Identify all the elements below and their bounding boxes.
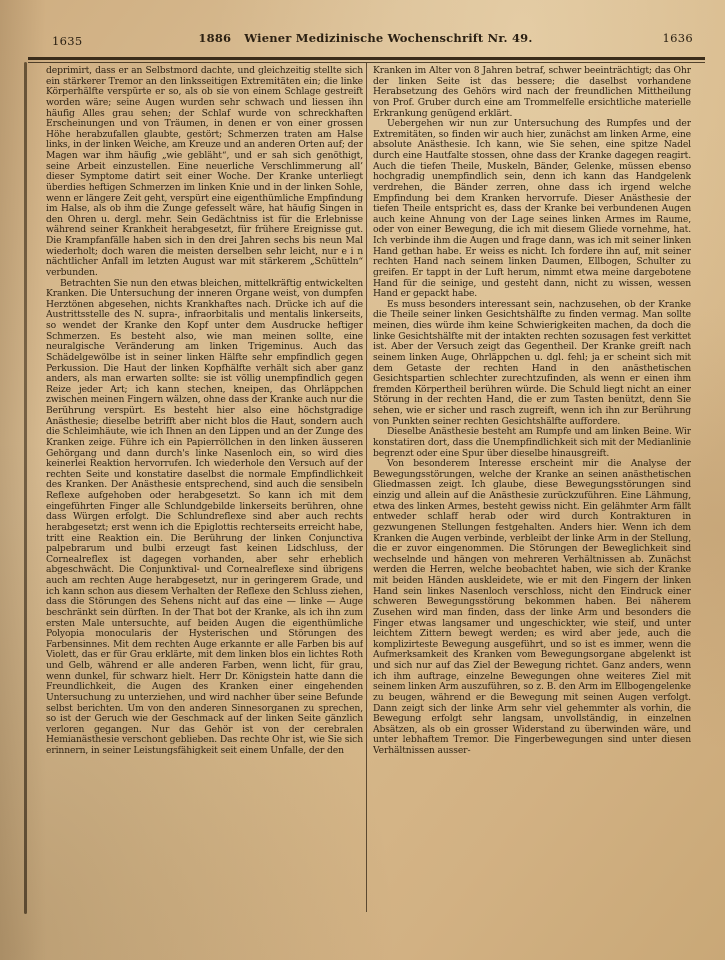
page-header bbox=[28, 31, 703, 49]
paragraph: Von besonderem Interesse erscheint mir die Analyse der Bewegungsstörungen, welche der Kranke an seinen anästhetischen Gliedmassen zeigt. Ich glaube, diese Bewegungsstörungen sind einzig und allein auf die Anästhesie zurückzuführen. Eine Lähmung, etwa des linken Armes, besteht gewiss nicht. Ein gelähmter Arm fällt entweder schlaff herab oder wird durch Kontrakturen in gezwungenen Stellungen festgehalten. Anders hier. Wenn ich dem Kranken die Augen verbinde, verbleibt der linke Arm in der Stellung, die er zuvor eingenommen. Die Störungen der Beweglichkeit sind wechselnde und hängen von mehreren Verhältnissen ab. Zunächst werden die Herren, welche beobachtet haben, wie sich der Kranke mit beiden Händen auskleidete, wie er mit den Fingern der linken Hand sein linkes Nasenloch verschloss, nicht den Eindruck einer schweren Bewegungsstörung bekommen haben. Bei näherem Zusehen wird man finden, dass der linke Arm und besonders die Finger etwas langsamer und ungeschickter, wie steif, und unter leichtem Zittern bewegt werden; es wird aber jede, auch die komplizirteste Bewegung ausgeführt, und so ist es immer, wenn die Aufmerksamkeit des Kranken vom Bewegungsorgane abgelenkt ist und sich nur auf das Ziel der Bewegung richtet. Ganz anders, wenn ich ihm auftrage, einzelne Bewegungen ohne weiteres Ziel mit seinem linken Arm auszuführen, so z. B. den Arm im Ellbogengelenke zu beugen, während er die Bewegung mit seinen Augen verfolgt. Dann zeigt sich der linke Arm sehr viel gehemmter als vorhin, die Bewegung erfolgt sehr langsam, unvollständig, in einzelnen Absätzen, als ob ein grosser Widerstand zu überwinden wäre, und unter lebhaftem Tremor. Die Fingerbewegungen sind unter diesen Verhältnissen ausser- bbox=[373, 458, 691, 756]
column-right bbox=[373, 66, 691, 926]
page-number-left: 1635 bbox=[52, 34, 83, 48]
paragraph: deprimirt, dass er an Selbstmord dachte, und gleichzeitig stellte sich ein stärkerer Tremor an den linksseitigen Extremitäten ein; die linke Körperhälfte verspürte er so, als ob sie von einem Schlage gestreift worden wäre; seine Augen wurden sehr schwach und liessen ihn häufig Alles grau sehen; der Schlaf wurde von schreckhaften Erscheinungen und von Träumen, in denen er von einer grossen Höhe herabzufallen glaubte, gestört; Schmerzen traten am Halse links, in der linken Weiche, am Kreuze und an anderen Orten auf; der Magen war ihm häufig „wie gebläht“, und er sah sich genöthigt, seine Arbeit einzustellen. Eine neuerliche Verschlimmerung all’ dieser Symptome datirt seit einer Woche. Der Kranke unterliegt überdies heftigen Schmerzen im linken Knie und in der linken Sohle, wenn er längere Zeit geht, verspürt eine eigenthümliche Empfindung im Halse, als ob ihm die Zunge gefesselt wäre, hat häufig Singen in den Ohren u. dergl. mehr. Sein Gedächtniss ist für die Erlebnisse während seiner Krankheit herabgesetzt, für frühere Ereignisse gut. Die Krampfanfälle haben sich in den drei Jahren sechs bis neun Mal wiederholt; doch waren die meisten derselben sehr leicht, nur e i n nächtlicher Anfall im letzten August war mit stärkerem „Schütteln“ verbunden. bbox=[46, 66, 363, 278]
page-number-right: 1636 bbox=[662, 31, 693, 45]
paragraph: Es muss besonders interessant sein, nachzusehen, ob der Kranke die Theile seiner linken Gesichtshälfte zu finden vermag. Man sollte meinen, dies würde ihm keine Schwierigkeiten machen, da doch die linke Gesichtshälfte mit der intakten rechten sozusagen fest verkittet ist. Aber der Versuch zeigt das Gegentheil. Der Kranke greift nach seinem linken Auge, Ohrläppchen u. dgl. fehl; ja er scheint sich mit dem Getaste der rechten Hand in den anästhetischen Gesichtspartien schlechter zurechtzufinden, als wenn er einen ihm fremden Körpertheil berühren würde. Die Schuld liegt nicht an einer Störung in der rechten Hand, die er zum Tasten benützt, denn Sie sehen, wie er sicher und rasch zugreift, wenn ich ihn zur Berührung von Punkten seiner rechten Gesichtshälfte auffordere. bbox=[373, 298, 691, 427]
paragraph: Dieselbe Anästhesie besteht am Rumpfe und am linken Beine. Wir konstatiren dort, dass die Unempfindlichkeit sich mit der Medianlinie begrenzt oder eine Spur über dieselbe hinausgreift. bbox=[373, 426, 691, 459]
page-edge-shadow bbox=[24, 62, 27, 914]
paragraph: Betrachten Sie nun den etwas bleichen, mittelkräftig entwickelten Kranken. Die Untersuchung der inneren Organe weist, von dumpfen Herztönen abgesehen, nichts Krankhaftes nach. Drücke ich auf die Austrittsstelle des N. supra-, infraorbitalis und mentalis linkerseits, so wendet der Kranke den Kopf unter dem Ausdrucke heftiger Schmerzen. Es besteht also, wie man meinen sollte, eine neuralgische Veränderung am linken Trigeminus. Auch das Schädelgewölbe ist in seiner linken Hälfte sehr empfindlich gegen Perkussion. Die Haut der linken Kopfhälfte verhält sich aber ganz anders, als man erwarten sollte: sie ist völlig unempfindlich gegen Reize jeder Art; ich kann stechen, kneipen, das Ohrläppchen zwischen meinen Fingern wälzen, ohne dass der Kranke auch nur die Berührung verspürt. Es besteht hier also eine höchstgradige Anästhesie; dieselbe betrifft aber nicht blos die Haut, sondern auch die Schleimhäute, wie ich Ihnen an den Lippen und an der Zunge des Kranken zeige. Führe ich ein Papierröllchen in den linken äusseren Gehörgang und dann durch's linke Nasenloch ein, so wird dies keinerlei Reaktion hervorrufen. Ich wiederhole den Versuch auf der rechten Seite und konstatire daselbst die normale Empfindlichkeit des Kranken. Der Anästhesie entsprechend, sind auch die sensibeln Reflexe aufgehoben oder herabgesetzt. So kann ich mit dem eingeführten Finger alle Schlundgebilde linkerseits berühren, ohne dass Würgen erfolgt. Die Schlundreflexe sind aber auch rechts herabgesetzt; erst wenn ich die Epiglottis rechterseits erreicht habe, tritt eine Reaktion ein. Die Berührung der linken Conjunctiva palpebrarum und bulbi erzeugt fast keinen Lidschluss, der Cornealreflex ist dagegen vorhanden, aber sehr erheblich abgeschwächt. Die Conjunktival- und Cornealreflexe sind übrigens auch am rechten Auge herabgesetzt, nur in geringerem Grade, und ich kann schon aus diesem Verhalten der Reflexe den Schluss ziehen, dass die Störungen des Sehens nicht auf das eine — linke — Auge beschränkt sein dürften. In der That bot der Kranke, als ich ihn zum ersten Male untersuchte, auf beiden Augen die eigenthümliche Polyopia monocularis der Hysterischen und Störungen des Farbensinnes. Mit dem rechten Auge erkannte er alle Farben bis auf Violett, das er für Grau erklärte, mit dem linken blos ein lichtes Roth und Gelb, während er alle anderen Farben, wenn licht, für grau, wenn dunkel, für schwarz hielt. Herr Dr. Königstein hatte dann die Freundlichkeit, die Augen des Kranken einer eingehenden Untersuchung zu unterziehen, und wird nachher über seine Befunde selbst berichten. Um von den anderen Sinnesorganen zu sprechen, so ist der Geruch wie der Geschmack auf der linken Seite gänzlich verloren gegangen. Nur das Gehör ist von der cerebralen Hemianästhesie verschont geblieben. Das rechte Ohr ist, wie Sie sich erinnern, in seiner Leistungsfähigkeit seit einem Unfalle, der den bbox=[46, 277, 363, 756]
journal-masthead bbox=[28, 31, 703, 45]
column-divider bbox=[366, 63, 367, 912]
paragraph: Kranken im Alter von 8 Jahren betraf, schwer beeinträchtigt; das Ohr der linken Seite ist das bessere; die daselbst vorhandene Herabsetzung des Gehörs wird nach der freundlichen Mittheilung von Prof. Gruber durch eine am Trommelfelle ersichtliche materielle Erkrankung genügend erklärt. bbox=[373, 66, 691, 119]
journal-title: Wiener Medizinische Wochenschrift Nr. 49. bbox=[244, 31, 533, 45]
column-left bbox=[46, 66, 363, 926]
paragraph: Uebergehen wir nun zur Untersuchung des Rumpfes und der Extremitäten, so finden wir auch hier, zunächst am linken Arme, eine absolute Anästhesie. Ich kann, wie Sie sehen, eine spitze Nadel durch eine Hautfalte stossen, ohne dass der Kranke dagegen reagirt. Auch die tiefen Theile, Muskeln, Bänder, Gelenke, müssen ebenso hochgradig unempfindlich sein, denn ich kann das Handgelenk verdrehen, die Bänder zerren, ohne dass ich irgend welche Empfindung bei dem Kranken hervorrufe. Dieser Anästhesie der tiefen Theile entspricht es, dass der Kranke bei verbundenen Augen auch keine Ahnung von der Lage seines linken Armes im Raume, oder von einer Bewegung, die ich mit diesem Gliede vornehme, hat. Ich verbinde ihm die Augen und frage dann, was ich mit seiner linken Hand gethan habe. Er weiss es nicht. Ich fordere ihn auf, mit seiner rechten Hand nach seinem linken Daumen, Ellbogen, Schulter zu greifen. Er tappt in der Luft herum, nimmt etwa meine dargebotene Hand für die seinige, und gesteht dann, nicht zu wissen, wessen Hand er gepackt habe. bbox=[373, 118, 691, 300]
journal-year: 1886 bbox=[198, 31, 232, 45]
